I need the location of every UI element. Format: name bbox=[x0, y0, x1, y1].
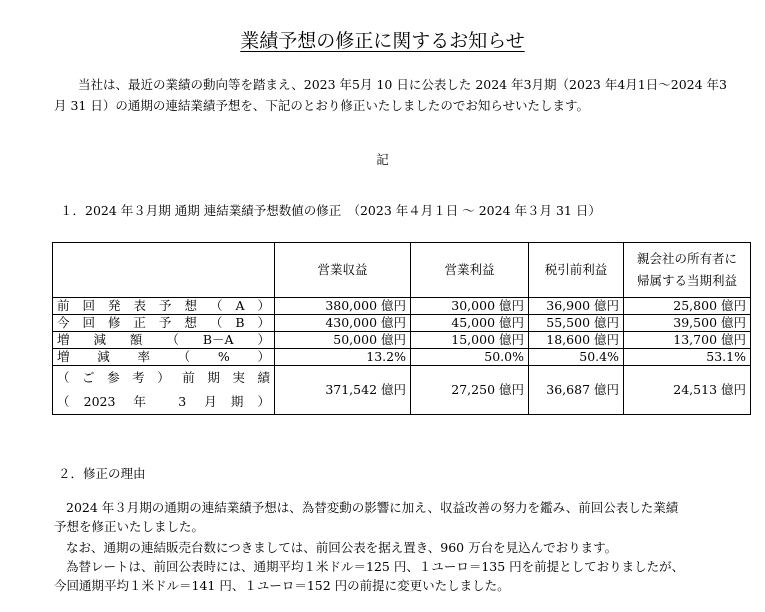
reason-line: 予想を修正いたしました。 bbox=[54, 519, 205, 534]
cell-value: 36,900 億円 bbox=[529, 298, 624, 315]
cell-value: 27,250 億円 bbox=[411, 366, 529, 415]
cell-value: 13,700 億円 bbox=[624, 332, 751, 349]
row-label: 増減額（B－A） bbox=[53, 332, 275, 349]
intro-line: 当社は、最近の業績の動向等を踏まえ、2023 年5月 10 日に公表した 2024 年3月期（2023 年4月1日～2024 年3 bbox=[78, 77, 727, 92]
cell-value: 39,500 億円 bbox=[624, 315, 751, 332]
section2-heading: ２．修正の理由 bbox=[58, 466, 146, 481]
header-operating-income: 営業利益 bbox=[411, 243, 529, 298]
document-title: 業績予想の修正に関するお知らせ bbox=[240, 30, 525, 52]
header-pretax-income: 税引前利益 bbox=[529, 243, 624, 298]
reason-line: 為替レートは、前回公表時には、通期平均１米ドル＝125 円、１ユーロ＝135 円を前提としておりましたが、 bbox=[66, 559, 685, 574]
header-blank bbox=[53, 243, 275, 298]
intro-line: 月 31 日）の通期の連結業績予想を、下記のとおり修正いたしましたのでお知らせいたします。 bbox=[54, 98, 589, 113]
reason-line: なお、通期の連結販売台数につきましては、前回公表を据え置き、960 万台を見込んでおります。 bbox=[66, 540, 618, 555]
reference-label bbox=[53, 366, 275, 415]
ki-marker: 記 bbox=[376, 152, 389, 167]
cell-value: 371,542 億円 bbox=[275, 366, 411, 415]
cell-value: 13.2% bbox=[275, 349, 411, 366]
header-net-income-line2: 帰属する当期利益 bbox=[636, 273, 737, 288]
reason-paragraph-1 bbox=[54, 498, 744, 536]
cell-value: 45,000 億円 bbox=[411, 315, 529, 332]
table-row bbox=[53, 332, 751, 349]
reason-paragraph-2 bbox=[54, 538, 744, 557]
cell-value: 380,000 億円 bbox=[275, 298, 411, 315]
table-header-row bbox=[53, 243, 751, 298]
reason-paragraph-3 bbox=[54, 557, 744, 595]
cell-value: 50.4% bbox=[529, 349, 624, 366]
cell-value: 50,000 億円 bbox=[275, 332, 411, 349]
cell-value: 53.1% bbox=[624, 349, 751, 366]
header-operating-revenue: 営業収益 bbox=[275, 243, 411, 298]
reason-line: 今回通期平均１米ドル＝141 円、１ユーロ＝152 円の前提に変更いたしました。 bbox=[54, 578, 510, 593]
table-row bbox=[53, 349, 751, 366]
cell-value: 15,000 億円 bbox=[411, 332, 529, 349]
forecast-table bbox=[52, 242, 751, 415]
cell-value: 24,513 億円 bbox=[624, 366, 751, 415]
header-net-income bbox=[624, 243, 751, 298]
reference-label-line2: （2023 年 3 月期） bbox=[57, 394, 270, 409]
intro-paragraph bbox=[54, 74, 744, 116]
cell-value: 55,500 億円 bbox=[529, 315, 624, 332]
table-row bbox=[53, 298, 751, 315]
cell-value: 25,800 億円 bbox=[624, 298, 751, 315]
cell-value: 30,000 億円 bbox=[411, 298, 529, 315]
header-net-income-line1: 親会社の所有者に bbox=[636, 251, 737, 266]
cell-value: 36,687 億円 bbox=[529, 366, 624, 415]
row-label: 今回修正予想（B） bbox=[53, 315, 275, 332]
cell-value: 430,000 億円 bbox=[275, 315, 411, 332]
reference-label-line1: （ご参考）前期実績 bbox=[57, 370, 270, 385]
table-row-reference bbox=[53, 366, 751, 415]
row-label: 増減率（%） bbox=[53, 349, 275, 366]
reason-line: 2024 年３月期の通期の連結業績予想は、為替変動の影響に加え、収益改善の努力を鑑み、前回公表した業績 bbox=[66, 500, 679, 515]
row-label: 前回発表予想（A） bbox=[53, 298, 275, 315]
cell-value: 18,600 億円 bbox=[529, 332, 624, 349]
section1-heading: １．2024 年３月期 通期 連結業績予想数値の修正 （2023 年４月１日 ～ 2024 年３月 31 日） bbox=[60, 203, 601, 218]
table-row bbox=[53, 315, 751, 332]
cell-value: 50.0% bbox=[411, 349, 529, 366]
